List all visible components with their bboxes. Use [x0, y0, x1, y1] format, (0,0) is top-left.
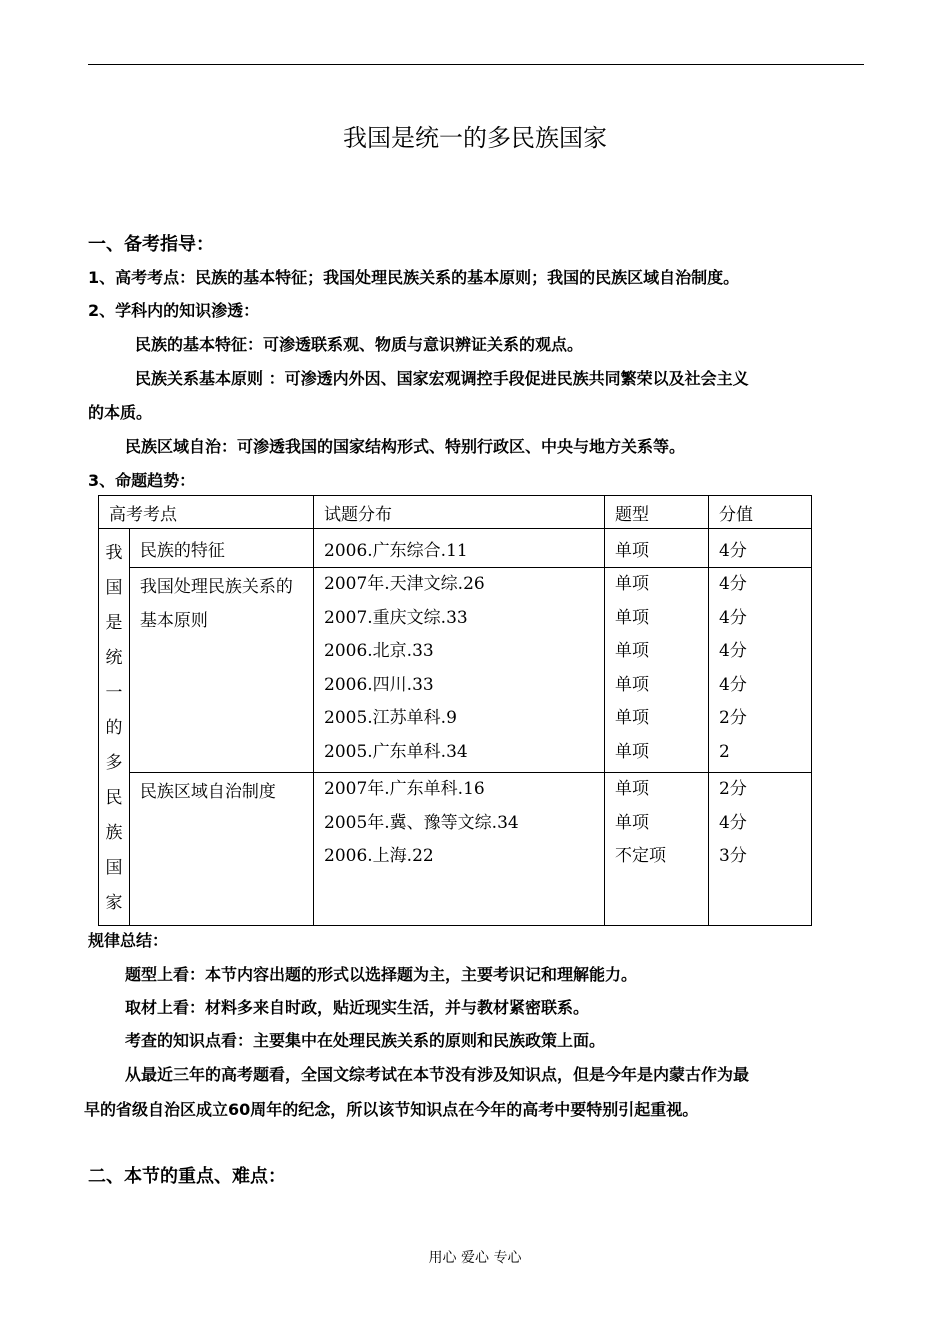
type-item: 单项	[615, 741, 649, 762]
exam-table	[98, 495, 812, 926]
type-item: 单项	[615, 708, 649, 728]
source-item: 2005.广东单科.34	[324, 741, 468, 762]
summary-line-3: 考查的知识点看：主要集中在处理民族关系的原则和民族政策上面。	[125, 1031, 606, 1050]
type-item: 单项	[615, 574, 649, 594]
table-header-row	[99, 496, 812, 529]
topic-char: 一	[105, 682, 123, 703]
top-rule	[88, 64, 864, 65]
score-item: 2	[719, 741, 730, 762]
source-item: 2006.北京.33	[324, 641, 434, 661]
summary-line-1: 题型上看：本节内容出题的形式以选择题为主，主要考识记和理解能力。	[125, 965, 638, 984]
score-cell: 4分	[709, 529, 812, 568]
score-item: 3分	[719, 846, 747, 866]
topic-vertical	[99, 529, 130, 926]
exam-points: 1、高考考点：民族的基本特征；我国处理民族关系的基本原则；我国的民族区域自治制度。	[88, 268, 740, 287]
knowledge-line-2a: 民族关系基本原则 ：可渗透内外因、国家宏观调控手段促进民族共同繁荣以及社会主义	[135, 369, 749, 388]
page-title: 我国是统一的多民族国家	[343, 124, 607, 152]
type-item: 单项	[615, 607, 649, 628]
score-item: 2分	[719, 708, 747, 728]
section1-heading: 一、备考指导：	[88, 234, 214, 255]
point-cell: 民族的特征	[129, 529, 313, 568]
score-item: 4分	[719, 812, 747, 833]
score-list	[709, 773, 812, 926]
topic-char: 统	[105, 647, 123, 668]
topic-char: 家	[105, 892, 123, 913]
source-item: 2006.四川.33	[324, 674, 434, 695]
source-item: 2005.江苏单科.9	[324, 708, 457, 728]
summary-line-4a: 从最近三年的高考题看，全国文综考试在本节没有涉及知识点，但是今年是内蒙古作为最	[125, 1065, 750, 1084]
score-item: 4分	[719, 574, 747, 594]
topic-char: 我	[105, 542, 123, 563]
type-item: 单项	[615, 641, 649, 661]
score-list	[709, 568, 812, 773]
source-item: 2005年.冀、豫等文综.34	[324, 812, 519, 833]
source-item: 2007年.广东单科.16	[324, 779, 485, 799]
source-cell: 2006.广东综合.11	[314, 529, 605, 568]
source-list	[314, 568, 605, 773]
knowledge-heading: 2、学科内的知识渗透：	[88, 301, 260, 320]
table-row	[99, 568, 812, 773]
type-item: 不定项	[615, 846, 666, 866]
table-row	[99, 529, 812, 568]
score-item: 4分	[719, 607, 747, 628]
header-type: 题型	[605, 496, 709, 529]
type-item: 单项	[615, 674, 649, 695]
knowledge-line-1: 民族的基本特征：可渗透联系观、物质与意识辨证关系的观点。	[135, 335, 584, 354]
summary-line-4b: 早的省级自治区成立60周年的纪念，所以该节知识点在今年的高考中要特别引起重视。	[84, 1100, 699, 1119]
type-item: 单项	[615, 779, 649, 799]
page-footer: 用心 爱心 专心	[428, 1250, 522, 1266]
source-item: 2007年.天津文综.26	[324, 574, 485, 594]
header-distribution: 试题分布	[314, 496, 605, 529]
point-cell: 我国处理民族关系的基本原则	[129, 568, 313, 773]
topic-char: 国	[105, 857, 123, 878]
section2-heading: 二、本节的重点、难点：	[88, 1166, 286, 1187]
table-row	[99, 773, 812, 926]
source-item: 2007.重庆文综.33	[324, 607, 468, 628]
header-score: 分值	[709, 496, 812, 529]
source-list	[314, 773, 605, 926]
topic-char: 的	[105, 717, 123, 738]
summary-heading: 规律总结：	[88, 931, 169, 950]
score-item: 4分	[719, 674, 747, 695]
type-cell: 单项	[605, 529, 709, 568]
summary-line-2: 取材上看：材料多来自时政，贴近现实生活，并与教材紧密联系。	[125, 998, 590, 1017]
topic-char: 族	[105, 822, 123, 843]
score-item: 4分	[719, 641, 747, 661]
point-cell: 民族区域自治制度	[129, 773, 313, 926]
knowledge-line-2b: 的本质。	[88, 403, 153, 422]
type-list	[605, 773, 709, 926]
topic-char: 是	[105, 612, 123, 633]
topic-char: 多	[105, 752, 123, 773]
trend-heading: 3、命题趋势：	[88, 471, 196, 490]
knowledge-line-3: 民族区域自治：可渗透我国的国家结构形式、特别行政区、中央与地方关系等。	[125, 437, 686, 456]
topic-char: 国	[105, 577, 123, 598]
source-item: 2006.上海.22	[324, 846, 434, 866]
score-item: 2分	[719, 779, 747, 799]
type-list	[605, 568, 709, 773]
type-item: 单项	[615, 812, 649, 833]
topic-char: 民	[105, 787, 123, 808]
header-exam-point: 高考考点	[99, 496, 314, 529]
